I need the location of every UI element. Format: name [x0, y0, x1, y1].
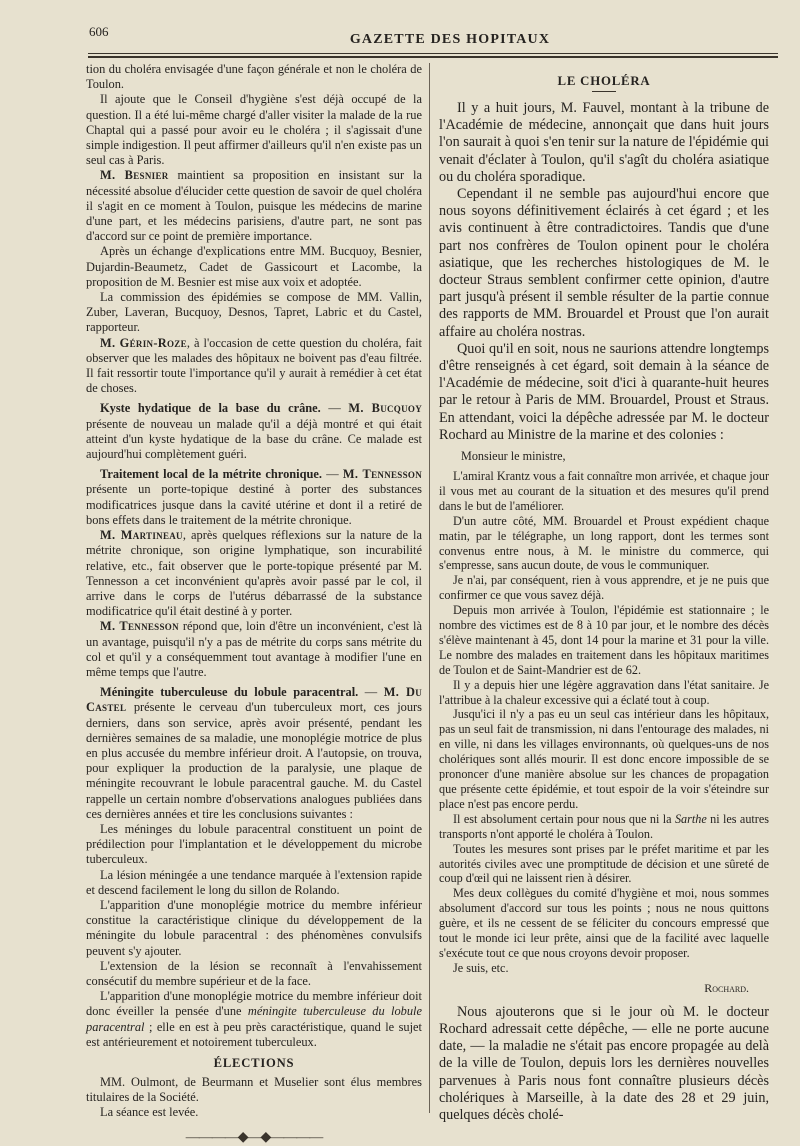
paragraph: Il y a huit jours, M. Fauvel, montant à la tribune de l'Académie de médecine, annonçait que dans huit jours l'on saurait à quoi s'en tenir sur la nature de l'épidémie qui venait d'éclater à Toulon, qu'il s'agît du choléra asiatique ou du choléra sporadique. — [439, 100, 769, 185]
dash: — — [321, 467, 343, 482]
speaker-name: M. Gérin-Roze — [100, 335, 187, 350]
paragraph-text: , après quelques réflexions sur la nature de la métrite chronique, son origine lymphatique, son incurabilité relative, etc., fait observer que le porte-topique présenté par M. Tennesson a cet inconvénient qu'après avoir passé par le col, il arrive dans le corps de l'utérus débarrassé de la substance modificatrice qu'il était destiné à y porter. — [86, 528, 422, 619]
dispatch-paragraph: L'amiral Krantz vous a fait connaître mon arrivée, et chaque jour il vous met au courant de la situation et des mesures qu'il prend dans le but de l'améliorer. — [439, 468, 769, 513]
paragraph — [86, 528, 422, 619]
dispatch-paragraph: Il y a depuis hier une légère aggravation dans l'état sanitaire. Je l'attribue à la chaleur excessive qui a éclaté tout à coup. — [439, 677, 769, 707]
signature: Rochard. — [704, 980, 749, 995]
paragraph: La lésion méningée a une tendance marquée à l'extension rapide et descend facilement le long du sillon de Rolando. — [86, 867, 422, 897]
paragraph: La commission des épidémies se compose de MM. Vallin, Zuber, Laveran, Bucquoy, Desnos, Tapret, Labric et du Castel, rapporteur. — [86, 290, 422, 335]
dispatch-salutation: Monsieur le ministre, — [461, 449, 566, 464]
speaker-name: M. Bucquoy — [348, 401, 422, 416]
speaker-name: M. Martineau — [100, 528, 183, 543]
subsection-title: Méningite tuberculeuse du lobule paracentral. — [100, 685, 359, 700]
paragraph: L'apparition d'une monoplégie motrice du membre inférieur constitue la caractéristique clinique du développement de la méningite du lobule paracentral : des phénomènes convulsifs peuvent s'y ajouter. — [86, 897, 422, 958]
column-divider — [429, 63, 430, 1113]
paragraph-text: , à l'occasion de cette question du choléra, fait observer que les malades des hôpitaux ne boivent pas d'eau filtrée. Il fait ressortir toute l'importance qu'il y aurait à remédier à cet état de choses. — [86, 335, 423, 396]
dispatch-paragraph: D'un autre côté, MM. Brouardel et Proust expédient chaque matin, par le télégraphe, un long rapport, dont les termes sont convenus entre nous, à M. le ministre du commerce, qui s'empresse, sans aucun doute, de vous le communiquer. — [439, 513, 769, 573]
speaker-name: M. Tennesson — [100, 619, 179, 634]
paragraph-text: répond que, loin d'être un inconvénient, c'est là un avantage, puisqu'il n'y a pas de métrite du corps sans métrite du col et qu'il y a conséquemment tout avantage à modifier l'une en même temps que l'autre. — [86, 619, 422, 679]
paragraph-text: présente de nouveau un malade qu'il a déjà montré et qui était atteint d'un kyste hydatique de la base du crâne. Ce malade est aujourd'hui complètement guéri. — [86, 416, 422, 462]
paragraph — [86, 336, 422, 397]
paragraph: L'extension de la lésion se reconnaît à l'envahissement consécutif du membre supérieur et de la face. — [86, 958, 422, 988]
paragraph: Les méninges du lobule paracentral constituent un point de prédilection pour l'implantation et le développement du microbe tuberculeux. — [86, 821, 422, 867]
running-title: GAZETTE DES HOPITAUX — [349, 32, 551, 47]
section-title: LE CHOLÉRA — [557, 74, 651, 88]
speaker-name: M. Tennesson — [342, 467, 423, 482]
title-rule — [592, 91, 616, 92]
paragraph: La séance est levée. — [100, 1105, 199, 1120]
italic-text: méningite tuberculeuse du lobule paracentral — [86, 1004, 422, 1034]
paragraph-text: maintient sa proposition en insistant sur la nécessité absolue d'élucider cette question de savoir de quel choléra il s'agit en ce moment à Toulon, puisque les médecins de marine d'une part, et les médecins parisiens, d'autre part, ne sont pas d'accord sur ce point de première importance. — [86, 168, 422, 244]
paragraph-text: Il est absolument certain pour nous que ni la — [453, 811, 675, 826]
paragraph-text: ni les autres transports n'ont apporté le choléra à Toulon. — [439, 811, 770, 841]
paragraph — [86, 467, 422, 528]
dispatch-paragraph: Mes deux collègues du comité d'hygiène et moi, nous sommes absolument d'accord sur tous les points ; nous ne nous quittons guère, et ils ne cessent de se féliciter du concours empressé que tout le monde ici leur prête, ainsi que de la facilité avec laquelle s'exécute tout ce que nous croyons devoir proposer. — [439, 886, 769, 960]
header-rule — [88, 53, 778, 54]
paragraph — [86, 619, 422, 680]
header-rule-thick — [88, 56, 778, 58]
paragraph: Quoi qu'il en soit, nous ne saurions attendre longtemps d'être renseignés à cet égard, soit demain à la séance de l'Académie de médecine, soit d'ici à quarante-huit heures par le retour à Paris de MM. Brouardel, Proust et Straus. En attendant, voici la dépêche adressée par M. le docteur Rochard au Ministre de la marine et des colonies : — [439, 340, 769, 443]
paragraph-text: présente un porte-topique destiné à porter des substances modificatrices jusque dans la cavité utérine et dont il a retiré de bons effets dans le traitement de la métrite chronique. — [86, 482, 422, 527]
paragraph — [86, 168, 422, 244]
dispatch-paragraph: Je n'ai, par conséquent, rien à vous apprendre, et je ne puis que confirmer ce que vous savez déjà. — [439, 573, 769, 603]
elections-heading: ÉLECTIONS — [213, 1056, 295, 1070]
dispatch-paragraph: Depuis mon arrivée à Toulon, l'épidémie est stationnaire ; le nombre des victimes est de 8 à 10 par jour, et le nombre des décès s'élève maintenant à 45, dont 14 pour la marine et 31 pour la ville. Le nombre des malades en traitement dans les hôpitaux maritimes de Toulon et de Saint-Mandrier est de 62. — [439, 603, 769, 677]
dispatch-paragraph: Jusqu'ici il n'y a pas eu un seul cas intérieur dans les hôpitaux, pas un seul fait de transmission, ni dans l'entourage des malades, ni en ville, ni dans les villages environnants, où quelques-uns de nos cholériques sont allés mourir. Il est donc encore impossible de se prononcer d'une manière absolue sur les chances de propagation que présente cette épidémie, et tout espoir de la voir s'éteindre sur place n'est pas encore perdu. — [439, 707, 769, 811]
speaker-name: M. Besnier — [100, 168, 169, 183]
paragraph: Cependant il ne semble pas aujourd'hui encore que nous soyons définitivement éclairés à cet égard ; et les avis continuent à être contradictoires. Tandis que d'une part nos confrères de Toulon opinent pour le choléra asiatique, que les recherches histologiques de M. le docteur Straus semblent confirmer cette opinion, d'autre part jusqu'à présent il semble résulter de la partie connue des rapports de MM. Brouardel et Proust que l'on aurait affaire au choléra nostras. — [439, 186, 769, 340]
paragraph-text: ; elle en est à peu près caractéristique, quand le sujet est antérieurement et notoirement tuberculeux. — [86, 1019, 422, 1049]
paragraph: Après un échange d'explications entre MM. Bucquoy, Besnier, Dujardin-Beaumetz, Cadet de Gassicourt et Lacombe, la proposition de M. Besnier est mise aux voix et adoptée. — [86, 244, 422, 289]
paragraph-text: L'apparition d'une monoplégie motrice du membre inférieur doit donc éveiller la pensée d'une — [86, 989, 422, 1019]
dispatch-paragraph: Je suis, etc. — [453, 960, 509, 975]
paragraph — [86, 401, 422, 462]
closing-ornament: ————◆—◆———— — [185, 1129, 323, 1145]
subsection-title: Kyste hydatique de la base du crâne. — [100, 401, 321, 416]
dispatch-paragraph — [439, 812, 769, 842]
dash: — — [320, 401, 349, 416]
paragraph: Il ajoute que le Conseil d'hygiène s'est déjà occupé de la question. Il a été lui-même chargé d'aller visiter la malade de la rue Chaptal qui a passé pour avoir eu le choléra ; il s'agissait d'une simple indigestion. Il peut affirmer d'ailleurs qu'il n'en existe pas un seul cas à Paris. — [86, 92, 422, 168]
subsection-title: Traitement local de la métrite chronique. — [100, 467, 322, 482]
dash: — — [358, 685, 384, 700]
paragraph — [86, 685, 422, 822]
paragraph — [86, 989, 422, 1050]
italic-text: Sarthe — [674, 811, 707, 826]
paragraph: MM. Oulmont, de Beurmann et Muselier sont élus membres titulaires de la Société. — [86, 1075, 422, 1105]
left-column — [86, 62, 422, 1146]
paragraph: tion du choléra envisagée d'une façon générale et non le choléra de Toulon. — [86, 62, 422, 92]
paragraph-text: présente le cerveau d'un tuberculeux mort, ces jours derniers, dans son service, après avoir présenté, pendant les dernières semaines de sa maladie, une monoplégie motrice de plus en plus accusée du membre inférieur droit. A l'autopsie, on trouva, pour expliquer la production de la paralysie, une plaque de méningite recouvrant le lobule paracentral gauche. M. du Castel rappelle un certain nombre d'observations analogues publiées dans ces dernières années et tire les conclusions suivantes : — [86, 700, 422, 821]
right-column — [439, 62, 769, 1124]
page-number: 606 — [89, 24, 109, 39]
speaker-name: M. Du Castel — [86, 685, 422, 715]
paragraph: Nous ajouterons que si le jour où M. le docteur Rochard adressait cette dépêche, — elle ne porte aucune date, — la maladie ne s'était pas encore propagée au delà de la ville de Toulon, depuis lors les dernières nouvelles parvenues à Paris nous font connaître plusieurs décès cholériques à Marseille, à la date des 28 et 29 juin, quelques décès cholé- — [439, 1003, 769, 1123]
dispatch-paragraph: Toutes les mesures sont prises par le préfet maritime et par les autorités civiles avec une promptitude de décision et une sûreté de coup d'œil qui ne laissent rien à désirer. — [439, 841, 769, 886]
